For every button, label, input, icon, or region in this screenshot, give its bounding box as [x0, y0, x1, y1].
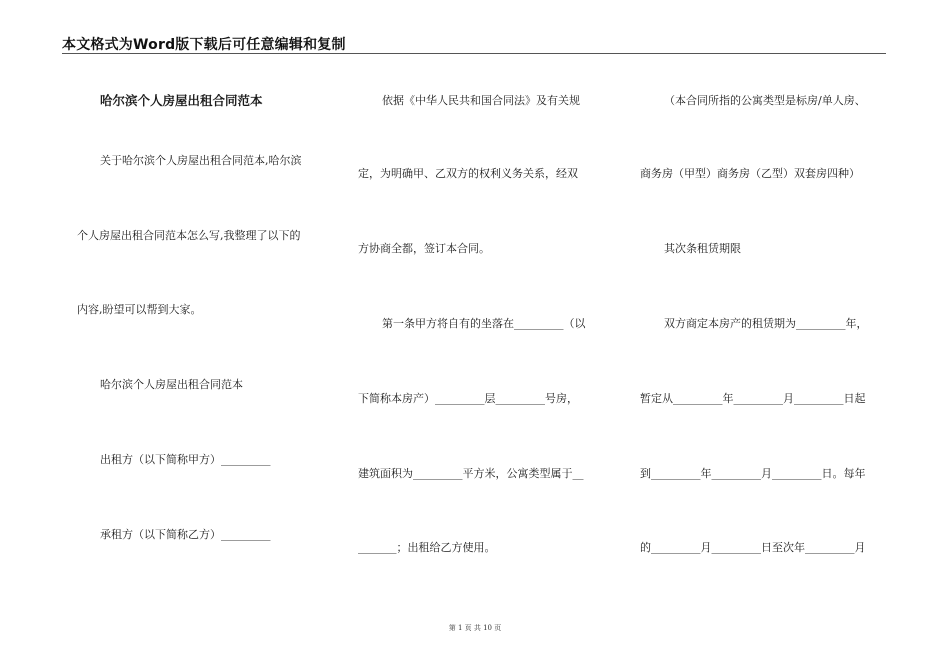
document-title: 哈尔滨个人房屋出租合同范本 — [100, 93, 263, 108]
header-divider — [62, 53, 886, 54]
clause-line: 建筑面积为_________平方米，公寓类型属于__ — [358, 467, 584, 480]
paragraph-line: 方协商全都，签订本合同。 — [358, 242, 490, 255]
clause-line: 暂定从_________年_________月_________日起 — [640, 392, 866, 405]
lessee-field: 承租方（以下简称乙方）_________ — [100, 528, 271, 541]
clause-line: 的_________月_________日至次年_________月 — [640, 541, 866, 554]
section-heading: 哈尔滨个人房屋出租合同范本 — [100, 378, 243, 391]
page-number: 第 1 页 共 10 页 — [448, 624, 502, 632]
clause-line: 双方商定本房产的租赁期为_________年， — [664, 317, 868, 330]
page-header: 本文格式为Word版下载后可任意编辑和复制 — [62, 37, 346, 53]
paragraph-line: 个人房屋出租合同范本怎么写,我整理了以下的 — [77, 229, 301, 242]
paragraph-line: （本合同所指的公寓类型是标房/单人房、 — [664, 94, 866, 107]
clause-line: 下简称本房产）_________层_________号房， — [358, 392, 578, 405]
clause-line: 到_________年_________月_________日。每年 — [640, 467, 866, 480]
clause-line: _______；出租给乙方使用。 — [358, 541, 496, 554]
section-heading: 其次条租赁期限 — [664, 242, 741, 255]
clause-line: 第一条甲方将自有的坐落在_________（以 — [382, 317, 586, 330]
paragraph-line: 依据《中华人民共和国合同法》及有关规 — [382, 94, 580, 107]
paragraph-line: 定，为明确甲、乙双方的权利义务关系，经双 — [358, 167, 578, 180]
paragraph-line: 商务房（甲型）商务房（乙型）双套房四种） — [640, 167, 860, 180]
paragraph-line: 关于哈尔滨个人房屋出租合同范本,哈尔滨 — [100, 154, 302, 167]
paragraph-line: 内容,盼望可以帮到大家。 — [77, 303, 202, 316]
lessor-field: 出租方（以下简称甲方）_________ — [100, 453, 271, 466]
